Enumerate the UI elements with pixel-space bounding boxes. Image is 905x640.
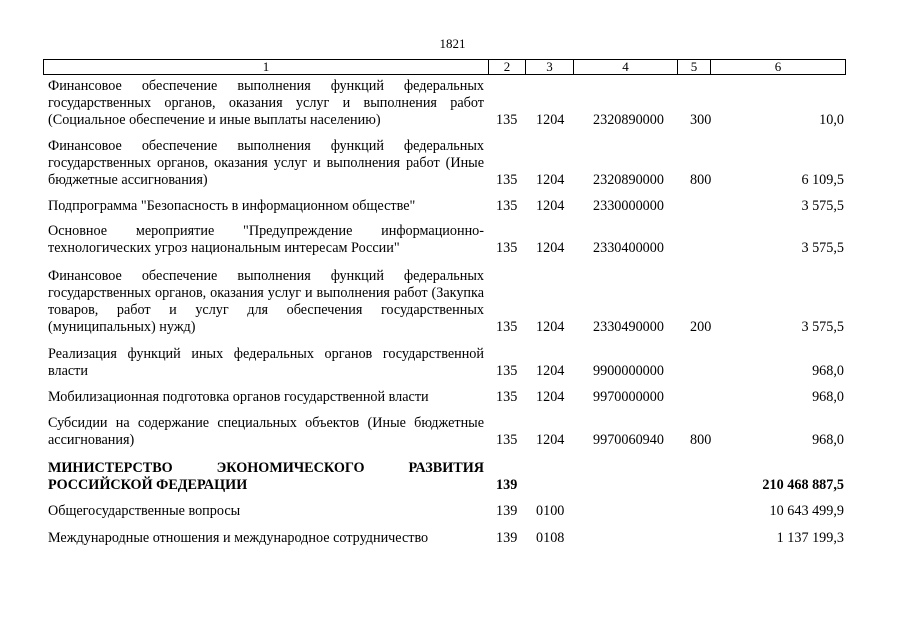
row-name: Общегосударственные вопросы xyxy=(48,503,241,519)
row-name: Финансовое обеспечение выполнения функций федеральных государственных органов, оказания услуг и выполнения работ (Социальное обеспечение и иные выплаты населению) xyxy=(48,78,484,128)
row-name: МИНИСТЕРСТВО ЭКОНОМИЧЕСКОГО РАЗВИТИЯ РОССИЙСКОЙ ФЕДЕРАЦИИ xyxy=(48,460,484,493)
row-code-3: 1204 xyxy=(536,432,565,448)
row-amount: 10 643 499,9 xyxy=(769,503,844,519)
row-code-2: 139 xyxy=(496,477,518,493)
row-amount: 10,0 xyxy=(819,112,844,128)
row-amount: 968,0 xyxy=(812,389,844,405)
row-code-2: 139 xyxy=(496,530,518,546)
row-code-4: 2330400000 xyxy=(593,240,664,256)
row-code-3: 1204 xyxy=(536,319,565,335)
row-code-2: 135 xyxy=(496,112,518,128)
row-code-3: 1204 xyxy=(536,198,565,214)
page-number: 1821 xyxy=(439,36,466,51)
row-name: Основное мероприятие "Предупреждение информационно-технологических угроз национальным интересам России" xyxy=(48,223,484,256)
row-code-3: 0108 xyxy=(536,530,565,546)
row-amount: 6 109,5 xyxy=(801,172,844,188)
column-header-2: 2 xyxy=(489,60,526,75)
column-header-3: 3 xyxy=(526,60,574,75)
row-name: Субсидии на содержание специальных объектов (Иные бюджетные ассигнования) xyxy=(48,415,484,448)
row-amount: 1 137 199,3 xyxy=(776,530,844,546)
row-code-2: 139 xyxy=(496,503,518,519)
row-amount: 3 575,5 xyxy=(801,319,844,335)
row-code-3: 1204 xyxy=(536,172,565,188)
row-code-3: 1204 xyxy=(536,389,565,405)
row-name: Финансовое обеспечение выполнения функций федеральных государственных органов, оказания услуг и выполнения работ (Закупка товаров, работ и услуг для обеспечения государственных (муниципальных) нужд) xyxy=(48,268,484,335)
row-code-2: 135 xyxy=(496,240,518,256)
row-code-2: 135 xyxy=(496,198,518,214)
row-code-3: 1204 xyxy=(536,363,565,379)
row-code-3: 1204 xyxy=(536,240,565,256)
row-code-5: 300 xyxy=(690,112,712,128)
row-code-4: 9970000000 xyxy=(593,389,664,405)
row-amount: 968,0 xyxy=(812,432,844,448)
row-code-2: 135 xyxy=(496,172,518,188)
row-amount: 210 468 887,5 xyxy=(762,477,844,493)
row-code-2: 135 xyxy=(496,432,518,448)
row-name: Финансовое обеспечение выполнения функций федеральных государственных органов, оказания услуг и выполнения работ (Иные бюджетные ассигнования) xyxy=(48,138,484,188)
row-code-4: 2330000000 xyxy=(593,198,664,214)
column-header-5: 5 xyxy=(678,60,711,75)
row-code-3: 0100 xyxy=(536,503,565,519)
column-header-1: 1 xyxy=(44,60,489,75)
row-code-2: 135 xyxy=(496,389,518,405)
row-code-5: 200 xyxy=(690,319,712,335)
row-name: Мобилизационная подготовка органов государственной власти xyxy=(48,389,429,405)
row-code-2: 135 xyxy=(496,363,518,379)
row-code-4: 2330490000 xyxy=(593,319,664,335)
row-name: Международные отношения и международное сотрудничество xyxy=(48,530,429,546)
row-amount: 3 575,5 xyxy=(801,198,844,214)
row-code-2: 135 xyxy=(496,319,518,335)
row-code-4: 9900000000 xyxy=(593,363,664,379)
row-code-3: 1204 xyxy=(536,112,565,128)
row-code-4: 2320890000 xyxy=(593,112,664,128)
row-amount: 968,0 xyxy=(812,363,844,379)
row-code-4: 2320890000 xyxy=(593,172,664,188)
column-header-4: 4 xyxy=(574,60,678,75)
column-header-6: 6 xyxy=(711,60,846,75)
row-code-5: 800 xyxy=(690,432,712,448)
row-code-4: 9970060940 xyxy=(593,432,664,448)
row-name: Подпрограмма "Безопасность в информационном обществе" xyxy=(48,198,416,214)
row-amount: 3 575,5 xyxy=(801,240,844,256)
row-name: Реализация функций иных федеральных органов государственной власти xyxy=(48,346,484,379)
row-code-5: 800 xyxy=(690,172,712,188)
